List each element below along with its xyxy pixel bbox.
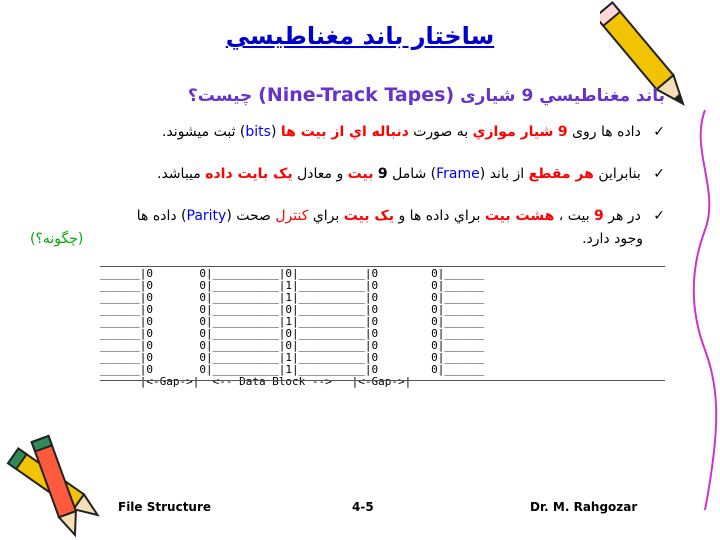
track-line: ______|0 0|__________|1|__________|0 0|______ xyxy=(100,351,485,364)
bullet-3: ✓ در هر 9 بيت ، هشت بيت براي داده ها و يک بيت براي کنترل صحت (Parity) داده ها xyxy=(136,208,665,224)
footer-course: File Structure xyxy=(118,500,212,514)
page-title: ساختار باند مغناطيسي xyxy=(225,22,495,50)
track-line: ______|0 0|__________|0|__________|0 0|______ xyxy=(100,339,485,352)
footer-page-number: 4-5 xyxy=(352,500,374,514)
track-line: ______|0 0|__________|1|__________|0 0|______ xyxy=(100,291,485,304)
tape-bottom-border xyxy=(100,380,665,381)
footer-author: Dr. M. Rahgozar xyxy=(530,500,638,514)
tape-diagram xyxy=(100,268,484,388)
track-line: ______|0 0|__________|1|__________|0 0|______ xyxy=(100,315,485,328)
checkmark-icon: ✓ xyxy=(653,208,665,224)
track-line: ______|0 0|__________|0|__________|0 0|______ xyxy=(100,267,485,280)
track-line: ______|0 0|__________|1|__________|0 0|______ xyxy=(100,363,485,376)
bullet-3-continuation: وجود دارد. xyxy=(582,231,643,247)
tape-caption: |<-Gap->| <-- Data Block --> |<-Gap->| xyxy=(100,375,412,388)
question-note: (چگونه؟) xyxy=(30,231,84,247)
bullet-2: ✓ بنابراين هر مقطع از باند (Frame) شامل 9 بيت و معادل يک بايت داده ميباشد. xyxy=(157,166,665,182)
bullet-1: ✓ داده ها روی 9 شيار موازي به صورت دنباله اي از بيت ها (bits) ثبت ميشوند. xyxy=(162,124,665,140)
section-heading: باند مغناطيسي 9 شياری (Nine-Track Tapes) چيست؟ xyxy=(187,84,665,106)
track-line: ______|0 0|__________|0|__________|0 0|______ xyxy=(100,327,485,340)
checkmark-icon: ✓ xyxy=(653,124,665,140)
decorative-swirl xyxy=(690,110,720,510)
checkmark-icon: ✓ xyxy=(653,166,665,182)
track-line: ______|0 0|__________|0|__________|0 0|______ xyxy=(100,303,485,316)
track-line: ______|0 0|__________|1|__________|0 0|______ xyxy=(100,279,485,292)
pencils-icon xyxy=(0,425,125,540)
